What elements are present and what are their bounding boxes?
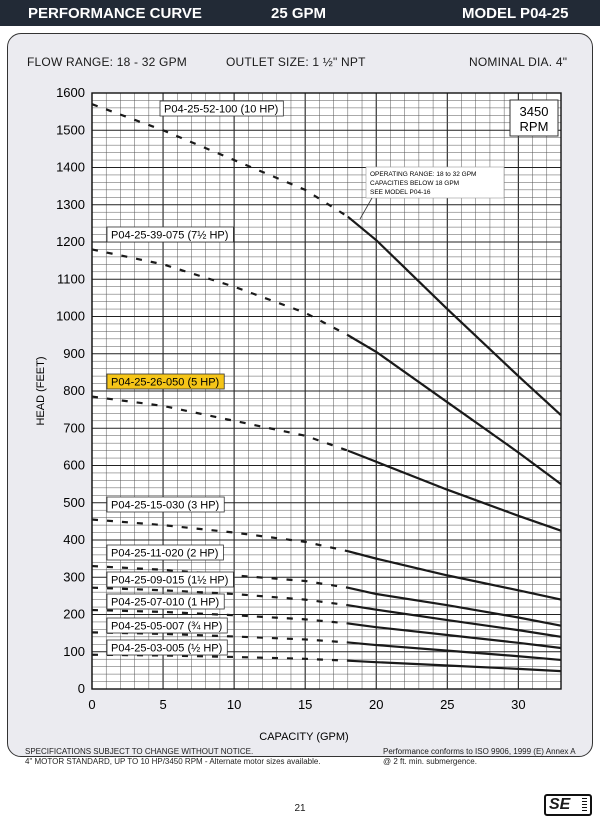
callout-line-3: SEE MODEL P04-16	[370, 189, 431, 196]
y-tick-label: 900	[63, 345, 85, 361]
curve-label-text: P04-25-11-020 (2 HP)	[111, 547, 219, 560]
callout-line-1: OPERATING RANGE: 18 to 32 GPM	[370, 171, 477, 178]
x-tick-label: 10	[226, 697, 242, 712]
curve-label-text: P04-25-26-050 (5 HP)	[111, 376, 220, 389]
y-tick-label: 200	[63, 606, 85, 622]
curve-label-text: P04-25-52-100 (10 HP)	[164, 103, 279, 116]
curve-label-text: P04-25-39-075 (7½ HP)	[111, 229, 229, 242]
curve-label	[107, 227, 233, 242]
flow-range-label: FLOW RANGE: 18 - 32 GPM	[27, 55, 187, 69]
y-tick-label: 500	[63, 494, 85, 510]
footer-left-line-1: SPECIFICATIONS SUBJECT TO CHANGE WITHOUT NOTICE.	[25, 747, 254, 756]
x-axis-title: CAPACITY (GPM)	[259, 731, 349, 743]
page-number: 21	[294, 803, 306, 814]
header-title: PERFORMANCE CURVE	[28, 5, 202, 22]
y-tick-label: 1400	[56, 159, 85, 175]
nominal-dia-label: NOMINAL DIA. 4"	[469, 55, 568, 69]
y-tick-label: 1300	[56, 196, 85, 212]
curve-label-text: P04-25-09-015 (1½ HP)	[111, 574, 229, 587]
x-tick-label: 25	[440, 697, 455, 712]
footer-right-line-1: Performance conforms to ISO 9906, 1999 (E) Annex A	[383, 747, 576, 756]
curve-label	[107, 545, 223, 560]
y-axis-title: HEAD (FEET)	[35, 356, 47, 426]
x-tick-label: 15	[297, 697, 313, 712]
y-tick-label: 700	[63, 420, 85, 436]
y-tick-label: 800	[63, 383, 85, 398]
outlet-size-label: OUTLET SIZE: 1 ½" NPT	[226, 55, 366, 69]
footer-left-line-2: 4" MOTOR STANDARD, UP TO 10 HP/3450 RPM - Alternate motor sizes available.	[25, 757, 321, 766]
curve-label	[107, 594, 224, 609]
curve-label	[107, 497, 224, 512]
y-tick-label: 1200	[56, 234, 85, 249]
y-tick-label: 600	[63, 457, 85, 473]
rpm-unit: RPM	[519, 119, 549, 134]
curve-label	[107, 572, 233, 587]
x-tick-label: 0	[88, 697, 96, 712]
y-tick-label: 1500	[56, 122, 85, 138]
y-tick-label: 1100	[57, 271, 85, 287]
rpm-value: 3450	[519, 104, 549, 119]
y-tick-label: 100	[63, 643, 85, 659]
curve-label	[107, 640, 227, 655]
curve-label-text: P04-25-03-005 (½ HP)	[111, 642, 223, 655]
x-tick-label: 5	[159, 697, 167, 712]
curve-label	[160, 101, 283, 116]
y-tick-label: 300	[63, 569, 85, 585]
y-tick-label: 1000	[56, 308, 85, 324]
curve-label-text: P04-25-15-030 (3 HP)	[111, 499, 220, 512]
footer-right-line-2: @ 2 ft. min. submergence.	[383, 757, 477, 766]
rpm-box	[510, 100, 558, 136]
footer-left	[25, 747, 321, 767]
y-tick-label: 400	[63, 532, 85, 547]
curve-label-text: P04-25-05-007 (¾ HP)	[111, 620, 223, 633]
y-tick-label: 1600	[56, 85, 85, 100]
curve-label-text: P04-25-07-010 (1 HP)	[111, 596, 220, 609]
company-logo: SE	[544, 794, 592, 816]
footer-right	[383, 747, 576, 767]
y-tick-label: 0	[77, 681, 85, 696]
callout-line-2: CAPACITIES BELOW 18 GPM	[370, 180, 460, 187]
x-tick-label: 20	[369, 697, 384, 712]
curve-label	[107, 374, 224, 389]
x-tick-label: 30	[511, 697, 526, 712]
header-model: MODEL P04-25	[462, 5, 569, 22]
header-flow: 25 GPM	[271, 5, 327, 22]
curve-label	[107, 618, 227, 633]
